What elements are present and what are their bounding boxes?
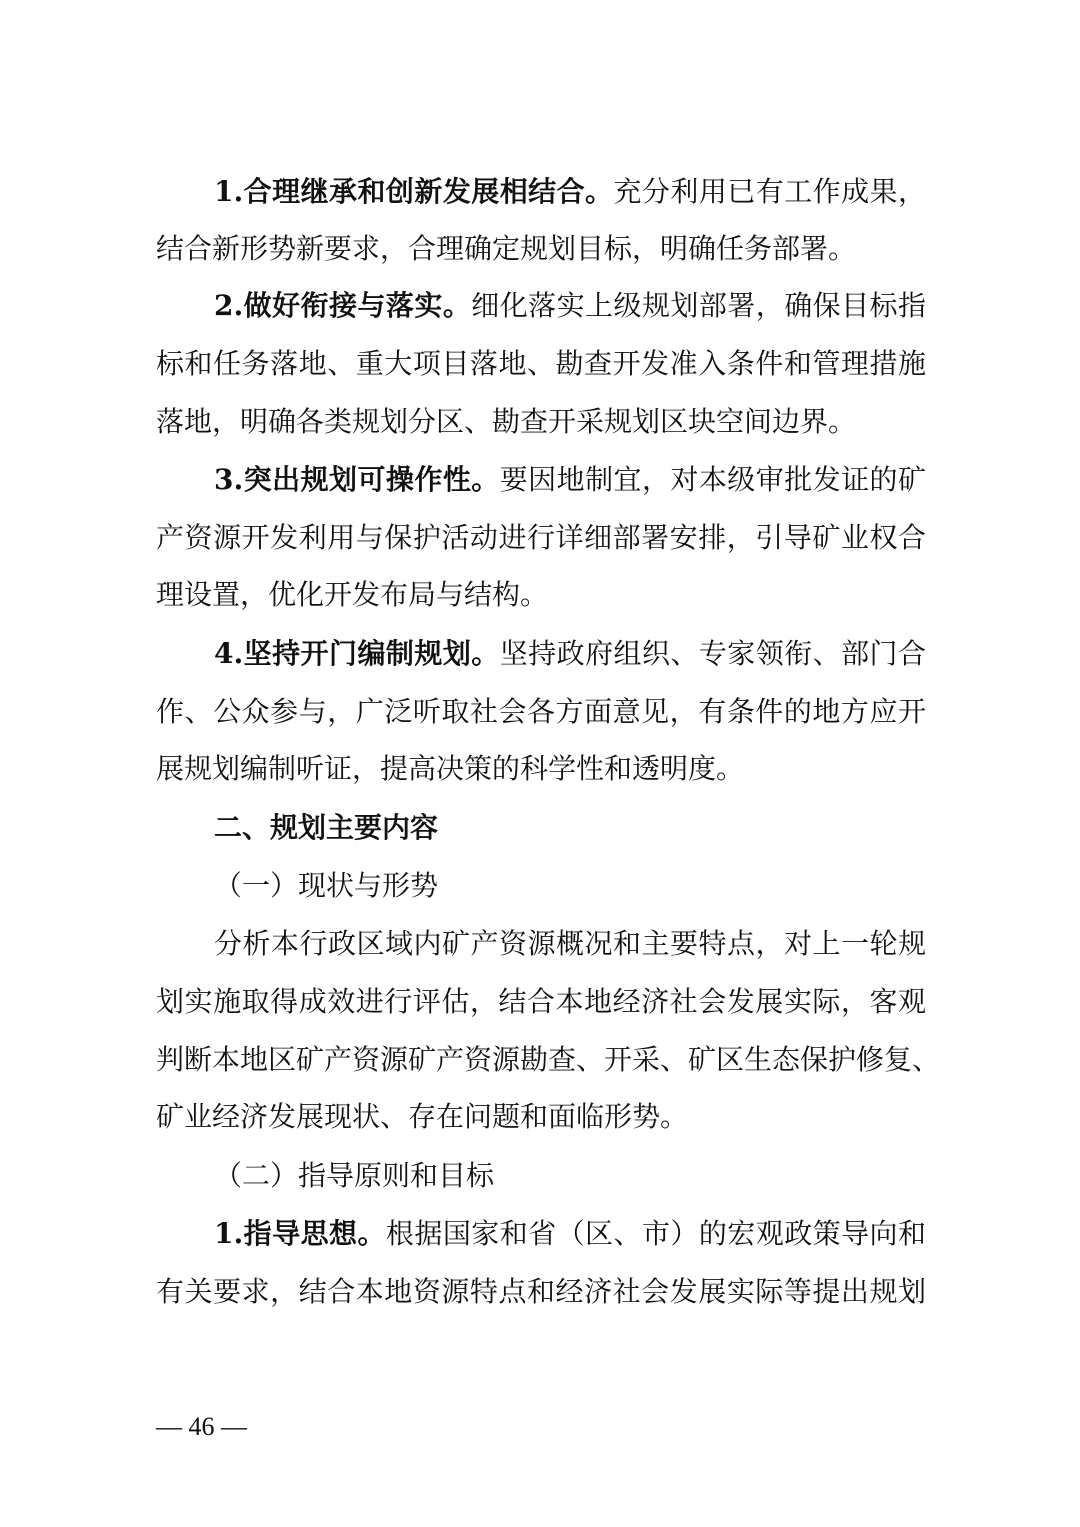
subsection-1-title: （一）现状与形势 — [214, 869, 439, 902]
paragraph-1-line-1 — [214, 172, 926, 212]
subsection-2-lead: 1.指导思想。 — [214, 1217, 386, 1250]
paragraph-3-text: 要因地制宜，对本级审批发证的矿 — [499, 463, 926, 496]
subsection-2-line-1 — [214, 1214, 926, 1254]
paragraph-2-text: 细化落实上级规划部署，确保目标指 — [471, 289, 926, 322]
page-number: — 46 — — [156, 1412, 247, 1441]
subsection-2-title: （二）指导原则和目标 — [214, 1159, 495, 1192]
paragraph-4-text: 坚持政府组织、专家领衔、部门合 — [499, 637, 926, 670]
subsection-1-line-3: 判断本地区矿产资源矿产资源勘查、开采、矿区生态保护修复、 — [156, 1043, 941, 1076]
section-heading: 二、规划主要内容 — [214, 811, 439, 844]
subsection-1-line-4: 矿业经济发展现状、存在问题和面临形势。 — [156, 1100, 689, 1133]
paragraph-1-text: 充分利用已有工作成果， — [613, 175, 926, 208]
paragraph-2-line-3: 落地，明确各类规划分区、勘查开采规划区块空间边界。 — [156, 405, 857, 438]
paragraph-4-lead: 4.坚持开门编制规划。 — [214, 637, 500, 670]
paragraph-2-lead: 2.做好衔接与落实。 — [214, 289, 472, 322]
subsection-2-text: 根据国家和省（区、市）的宏观政策导向和 — [385, 1217, 926, 1250]
paragraph-4-line-3: 展规划编制听证，提高决策的科学性和透明度。 — [156, 752, 745, 785]
paragraph-4-line-2: 作、公众参与，广泛听取社会各方面意见，有条件的地方应开 — [156, 695, 926, 728]
subsection-2-line-2: 有关要求，结合本地资源特点和经济社会发展实际等提出规划 — [156, 1275, 926, 1308]
paragraph-2-line-2: 标和任务落地、重大项目落地、勘查开发准入条件和管理措施 — [156, 347, 926, 380]
subsection-1-line-1: 分析本行政区域内矿产资源概况和主要特点，对上一轮规 — [214, 927, 926, 960]
paragraph-1-lead: 1.合理继承和创新发展相结合。 — [214, 175, 614, 208]
paragraph-3-lead: 3.突出规划可操作性。 — [214, 463, 500, 496]
paragraph-3-line-3: 理设置，优化开发布局与结构。 — [156, 578, 549, 611]
paragraph-3-line-2: 产资源开发利用与保护活动进行详细部署安排，引导矿业权合 — [156, 521, 926, 554]
paragraph-3-line-1 — [214, 460, 926, 500]
paragraph-4-line-1 — [214, 634, 926, 674]
paragraph-2-line-1 — [214, 286, 926, 326]
paragraph-1-line-2: 结合新形势新要求，合理确定规划目标，明确任务部署。 — [156, 232, 857, 265]
subsection-1-line-2: 划实施取得成效进行评估，结合本地经济社会发展实际，客观 — [156, 985, 926, 1018]
